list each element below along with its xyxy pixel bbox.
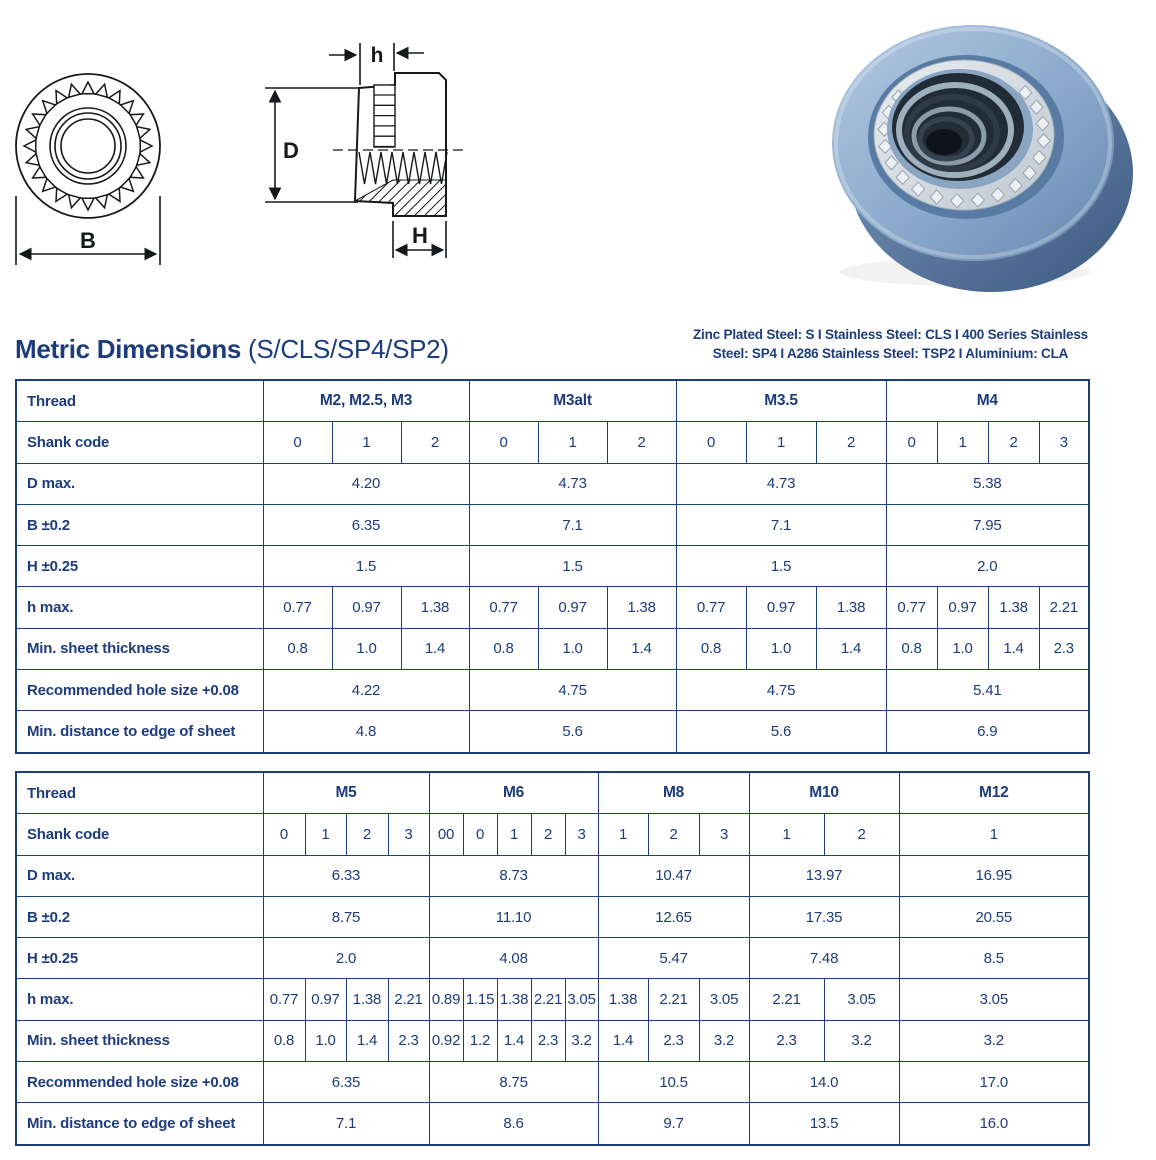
thread-header: M8 (598, 772, 749, 814)
value-cell: 0.8 (263, 628, 332, 669)
value-cell: 2 (988, 422, 1039, 463)
thread-hole (892, 73, 1024, 181)
table-row (16, 711, 1089, 753)
value-cell: 00 (429, 814, 463, 855)
thread-header: M6 (429, 772, 598, 814)
value-cell-merged: 11.10 (429, 896, 598, 937)
metric-dimensions-table-large-threads (15, 771, 1090, 1146)
row-label: B ±0.2 (16, 504, 263, 545)
value-cell: 0.77 (676, 587, 746, 628)
dim-h-small-label: h (370, 44, 384, 67)
table-row (16, 628, 1089, 669)
row-label: Min. sheet thickness (16, 1020, 263, 1061)
metric-dimensions-table-small-threads (15, 379, 1090, 754)
value-cell: 1.38 (401, 587, 469, 628)
value-cell: 2.3 (531, 1020, 565, 1061)
dim-d-label: D (283, 138, 299, 163)
value-cell-merged: 17.35 (749, 896, 899, 937)
value-cell-merged: 8.6 (429, 1103, 598, 1145)
thread-header: M12 (899, 772, 1089, 814)
value-cell: 0 (263, 814, 305, 855)
dim-h-big-label: H (412, 223, 428, 248)
table-row (16, 855, 1089, 896)
row-label: Recommended hole size +0.08 (16, 670, 263, 711)
table-row (16, 1103, 1089, 1145)
serration-tooth (121, 179, 134, 192)
value-cell-merged: 17.0 (899, 1062, 1089, 1103)
table-row (16, 504, 1089, 545)
value-cell-merged: 12.65 (598, 896, 749, 937)
value-cell-merged: 4.22 (263, 670, 469, 711)
value-cell-merged: 5.6 (469, 711, 676, 753)
value-cell: 1.0 (746, 628, 816, 669)
value-cell: 1.4 (988, 628, 1039, 669)
value-cell-merged: 1.5 (263, 546, 469, 587)
value-cell: 3.2 (899, 1020, 1089, 1061)
value-cell: 3 (565, 814, 598, 855)
table-row (16, 896, 1089, 937)
value-cell: 1.0 (937, 628, 988, 669)
row-label: Thread (16, 772, 263, 814)
value-cell-merged: 5.47 (598, 938, 749, 979)
value-cell: 1 (497, 814, 531, 855)
value-cell-merged: 2.0 (263, 938, 429, 979)
value-cell-merged: 10.5 (598, 1062, 749, 1103)
value-cell: 1.2 (463, 1020, 497, 1061)
value-cell: 3 (699, 814, 749, 855)
value-cell: 1 (332, 422, 401, 463)
value-cell: 1.4 (346, 1020, 388, 1061)
value-cell-merged: 13.97 (749, 855, 899, 896)
value-cell: 1.0 (538, 628, 607, 669)
value-cell-merged: 7.1 (263, 1103, 429, 1145)
value-cell-merged: 7.95 (886, 504, 1089, 545)
thread-header: M10 (749, 772, 899, 814)
value-cell: 1.0 (332, 628, 401, 669)
front-view-diagram (8, 60, 183, 275)
table-row (16, 938, 1089, 979)
serration-tooth (137, 127, 150, 139)
value-cell: 0.97 (937, 587, 988, 628)
product-photo (815, 10, 1135, 295)
value-cell: 0 (469, 422, 538, 463)
value-cell: 1 (538, 422, 607, 463)
value-cell-merged: 5.38 (886, 463, 1089, 504)
value-cell: 0 (886, 422, 937, 463)
thread-bore (926, 129, 962, 155)
value-cell-merged: 16.0 (899, 1103, 1089, 1145)
value-cell-merged: 4.8 (263, 711, 469, 753)
value-cell: 1.0 (305, 1020, 346, 1061)
value-cell: 0.8 (676, 628, 746, 669)
nut-outer-circle (16, 74, 160, 218)
serration-tooth (130, 114, 143, 125)
value-cell: 3.05 (899, 979, 1089, 1020)
row-label: Min. sheet thickness (16, 628, 263, 669)
serration-tooth (140, 140, 152, 152)
value-cell: 1.4 (497, 1020, 531, 1061)
value-cell: 1.4 (598, 1020, 648, 1061)
cross-section-diagram (255, 28, 490, 280)
value-cell-merged: 7.1 (469, 504, 676, 545)
value-cell: 3.2 (565, 1020, 598, 1061)
value-cell: 0.97 (305, 979, 346, 1020)
value-cell: 0.77 (263, 587, 332, 628)
value-cell-merged: 4.73 (469, 463, 676, 504)
row-label: h max. (16, 587, 263, 628)
row-label: H ±0.25 (16, 938, 263, 979)
row-label: D max. (16, 855, 263, 896)
value-cell-merged: 6.9 (886, 711, 1089, 753)
value-cell-merged: 8.5 (899, 938, 1089, 979)
value-cell: 1.38 (988, 587, 1039, 628)
value-cell-merged: 1.5 (676, 546, 886, 587)
materials-legend-line2: Steel: SP4 I A286 Stainless Steel: TSP2 I Aluminium: CLA (712, 346, 1069, 361)
row-label: Min. distance to edge of sheet (16, 711, 263, 753)
value-cell-merged: 5.6 (676, 711, 886, 753)
row-label: Recommended hole size +0.08 (16, 1062, 263, 1103)
value-cell-merged: 9.7 (598, 1103, 749, 1145)
serration-tooth (26, 154, 39, 166)
serration-tooth (69, 84, 81, 97)
row-label: Shank code (16, 814, 263, 855)
serration-tooth (56, 91, 67, 104)
table-row (16, 463, 1089, 504)
value-cell: 1.38 (607, 587, 676, 628)
thread-header: M2, M2.5, M3 (263, 380, 469, 422)
value-cell: 1.38 (598, 979, 648, 1020)
serration-tooth (33, 114, 46, 125)
value-cell-merged: 4.08 (429, 938, 598, 979)
value-cell: 2.21 (749, 979, 824, 1020)
value-cell-merged: 8.75 (263, 896, 429, 937)
value-cell: 3.05 (565, 979, 598, 1020)
value-cell-merged: 5.41 (886, 670, 1089, 711)
value-cell: 1.38 (346, 979, 388, 1020)
thread-header: M5 (263, 772, 429, 814)
value-cell: 0 (676, 422, 746, 463)
value-cell: 1.38 (497, 979, 531, 1020)
value-cell: 2 (824, 814, 899, 855)
value-cell-merged: 1.5 (469, 546, 676, 587)
table-row (16, 979, 1089, 1020)
value-cell: 0.89 (429, 979, 463, 1020)
table-row (16, 772, 1089, 814)
serration-tooth (121, 101, 134, 114)
value-cell-merged: 4.75 (469, 670, 676, 711)
value-cell: 2 (816, 422, 886, 463)
serration-tooth (26, 127, 39, 139)
value-cell: 2 (401, 422, 469, 463)
value-cell: 0.8 (886, 628, 937, 669)
row-label: B ±0.2 (16, 896, 263, 937)
value-cell: 1.15 (463, 979, 497, 1020)
thread-hole-circle (61, 119, 115, 173)
value-cell-merged: 16.95 (899, 855, 1089, 896)
value-cell: 2.3 (749, 1020, 824, 1061)
value-cell: 2.3 (1039, 628, 1089, 669)
value-cell-merged: 6.33 (263, 855, 429, 896)
value-cell: 0.92 (429, 1020, 463, 1061)
value-cell: 3 (1039, 422, 1089, 463)
value-cell-merged: 14.0 (749, 1062, 899, 1103)
value-cell: 0.8 (469, 628, 538, 669)
value-cell: 2 (346, 814, 388, 855)
row-label: H ±0.25 (16, 546, 263, 587)
value-cell: 1 (305, 814, 346, 855)
table-row (16, 814, 1089, 855)
thread-circle-mid (55, 113, 121, 179)
serration-tooth (82, 82, 94, 94)
value-cell: 1.4 (607, 628, 676, 669)
value-cell: 1 (937, 422, 988, 463)
serration-tooth (82, 198, 94, 210)
row-label: D max. (16, 463, 263, 504)
table-row (16, 670, 1089, 711)
table-row (16, 546, 1089, 587)
serration-tooth (137, 154, 150, 166)
thread-header: M3alt (469, 380, 676, 422)
serration-tooth (96, 84, 108, 97)
value-cell-merged: 4.73 (676, 463, 886, 504)
value-cell: 0.77 (886, 587, 937, 628)
serration-tooth (96, 195, 108, 208)
table-row (16, 1062, 1089, 1103)
serration-tooth (109, 188, 120, 201)
row-label: Thread (16, 380, 263, 422)
serration-teeth (24, 82, 152, 210)
value-cell: 2.3 (388, 1020, 429, 1061)
value-cell: 0 (463, 814, 497, 855)
serration-tooth (130, 167, 143, 178)
serration-tooth (56, 188, 67, 201)
value-cell-merged: 2.0 (886, 546, 1089, 587)
value-cell: 0.8 (263, 1020, 305, 1061)
value-cell: 2.21 (388, 979, 429, 1020)
value-cell: 2 (648, 814, 699, 855)
value-cell: 3.2 (699, 1020, 749, 1061)
value-cell: 0.77 (263, 979, 305, 1020)
value-cell: 3.05 (824, 979, 899, 1020)
row-label: h max. (16, 979, 263, 1020)
serration-tooth (43, 101, 56, 114)
table-row (16, 380, 1089, 422)
row-label: Shank code (16, 422, 263, 463)
page-title-main: Metric Dimensions (15, 334, 242, 364)
value-cell-merged: 10.47 (598, 855, 749, 896)
value-cell-merged: 6.35 (263, 1062, 429, 1103)
value-cell: 0.77 (469, 587, 538, 628)
value-cell: 1 (746, 422, 816, 463)
value-cell: 0 (263, 422, 332, 463)
value-cell-merged: 20.55 (899, 896, 1089, 937)
value-cell: 0.97 (332, 587, 401, 628)
value-cell-merged: 13.5 (749, 1103, 899, 1145)
value-cell: 1.4 (816, 628, 886, 669)
value-cell: 2.21 (648, 979, 699, 1020)
value-cell: 1 (899, 814, 1089, 855)
page-title (15, 334, 449, 364)
value-cell: 2 (607, 422, 676, 463)
value-cell-merged: 4.75 (676, 670, 886, 711)
serration-tooth (24, 140, 36, 152)
value-cell-merged: 4.20 (263, 463, 469, 504)
value-cell: 3 (388, 814, 429, 855)
value-cell: 2.21 (1039, 587, 1089, 628)
thread-header: M3.5 (676, 380, 886, 422)
row-label: Min. distance to edge of sheet (16, 1103, 263, 1145)
value-cell-merged: 8.75 (429, 1062, 598, 1103)
serration-tooth (109, 91, 120, 104)
page-title-suffix: (S/CLS/SP4/SP2) (241, 334, 449, 364)
serration-tooth (33, 167, 46, 178)
value-cell: 0.97 (746, 587, 816, 628)
value-cell: 3.2 (824, 1020, 899, 1061)
value-cell: 0.97 (538, 587, 607, 628)
table-row (16, 422, 1089, 463)
hatched-section (355, 180, 446, 216)
value-cell-merged: 6.35 (263, 504, 469, 545)
value-cell: 3.05 (699, 979, 749, 1020)
value-cell: 2.3 (648, 1020, 699, 1061)
serration-tooth (43, 179, 56, 192)
thread-header: M4 (886, 380, 1089, 422)
value-cell: 1 (749, 814, 824, 855)
value-cell: 1 (598, 814, 648, 855)
materials-legend (693, 325, 1088, 363)
table-row (16, 1020, 1089, 1061)
materials-legend-line1: Zinc Plated Steel: S I Stainless Steel: CLS I 400 Series Stainless (693, 327, 1088, 342)
value-cell: 2.21 (531, 979, 565, 1020)
table-row (16, 587, 1089, 628)
value-cell: 1.4 (401, 628, 469, 669)
serration-tooth (69, 195, 81, 208)
value-cell-merged: 7.48 (749, 938, 899, 979)
value-cell-merged: 8.73 (429, 855, 598, 896)
value-cell: 1.38 (816, 587, 886, 628)
value-cell-merged: 7.1 (676, 504, 886, 545)
value-cell: 2 (531, 814, 565, 855)
thread-grooves (359, 152, 447, 184)
dim-b-label: B (80, 228, 96, 253)
